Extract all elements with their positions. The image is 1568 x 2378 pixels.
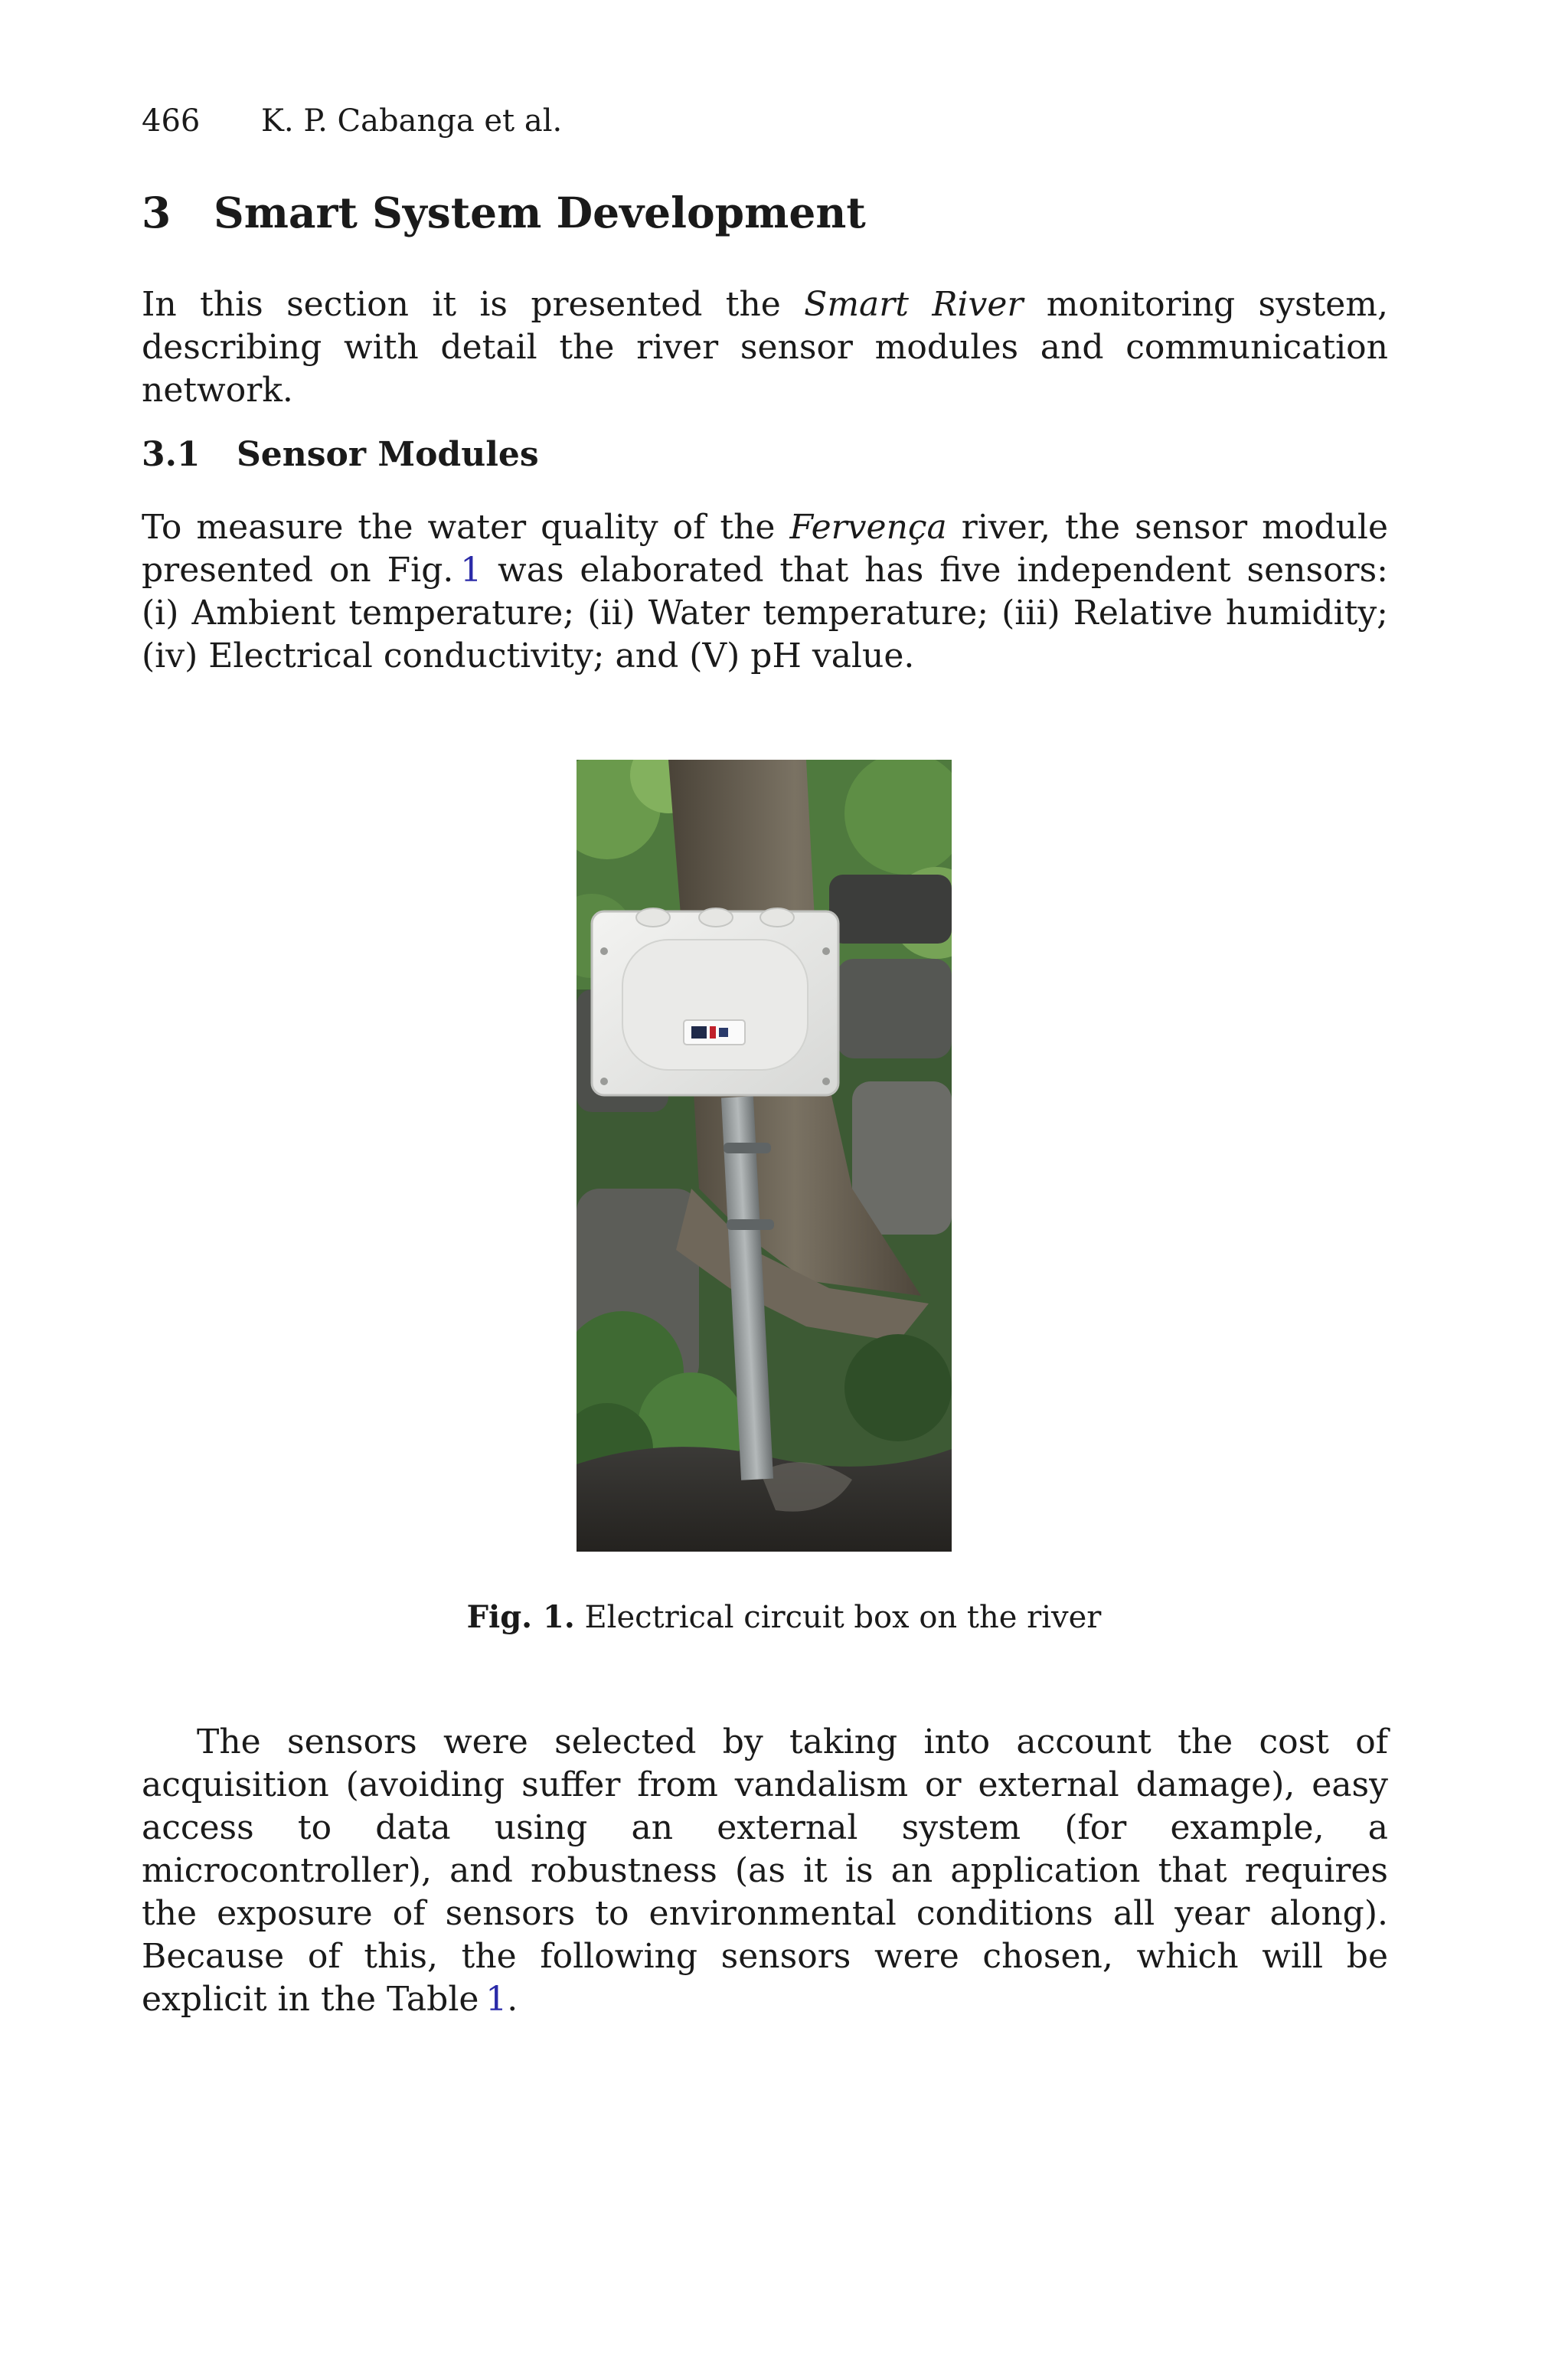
subsection-heading — [142, 435, 539, 474]
sensor-modules-paragraph — [142, 506, 1388, 678]
page-number: 466 — [142, 103, 201, 139]
sensor-selection-paragraph — [142, 1721, 1388, 2021]
river-name-emphasis: Fervença — [789, 508, 947, 547]
subsection-number: 3.1 — [142, 435, 201, 474]
figure-caption-text: Electrical circuit box on the river — [584, 1600, 1102, 1635]
running-authors: K. P. Cabanga et al. — [261, 103, 563, 139]
figure-caption — [0, 1599, 1568, 1635]
section-heading — [142, 188, 866, 237]
table-reference-link[interactable]: 1 — [485, 1980, 508, 2019]
sensor-text-end: was elaborated that has five independent sensors: (i) Ambient temperature; (ii) Water temperature; (iii) Relative humidity; (iv) Electrical conductivity; and (V) pH value. — [142, 551, 1388, 675]
figure-label: Fig. 1. — [466, 1599, 575, 1635]
subsection-title: Sensor Modules — [237, 435, 539, 474]
figure-photo — [577, 760, 952, 1552]
intro-text: In this section it is presented the — [142, 285, 805, 324]
intro-text-end: monitoring system, describing with detail the river sensor modules and communication network. — [142, 285, 1389, 410]
smart-river-emphasis: Smart River — [804, 285, 1024, 324]
selection-text-end: . — [507, 1980, 518, 2019]
running-head — [142, 103, 563, 139]
sensor-text-mid: river, the sensor module presented on Fig. — [142, 508, 1388, 590]
section-title: Smart System Development — [214, 188, 866, 237]
intro-paragraph — [142, 283, 1388, 412]
selection-text: The sensors were selected by taking into account the cost of acquisition (avoiding suffer from vandalism or external damage), easy access to data using an external system (for example, a microcontroller), and robustness (as it is an application that requires the exposure of sensors to environmental conditions all year along). Because of this, the following sensors were chosen, which will be explicit in the Table — [142, 1722, 1388, 2019]
section-number: 3 — [142, 188, 172, 237]
sensor-text: To measure the water quality of the — [142, 508, 790, 547]
river-sensor-box-photo — [577, 760, 952, 1552]
figure-reference-link[interactable]: 1 — [460, 551, 482, 590]
